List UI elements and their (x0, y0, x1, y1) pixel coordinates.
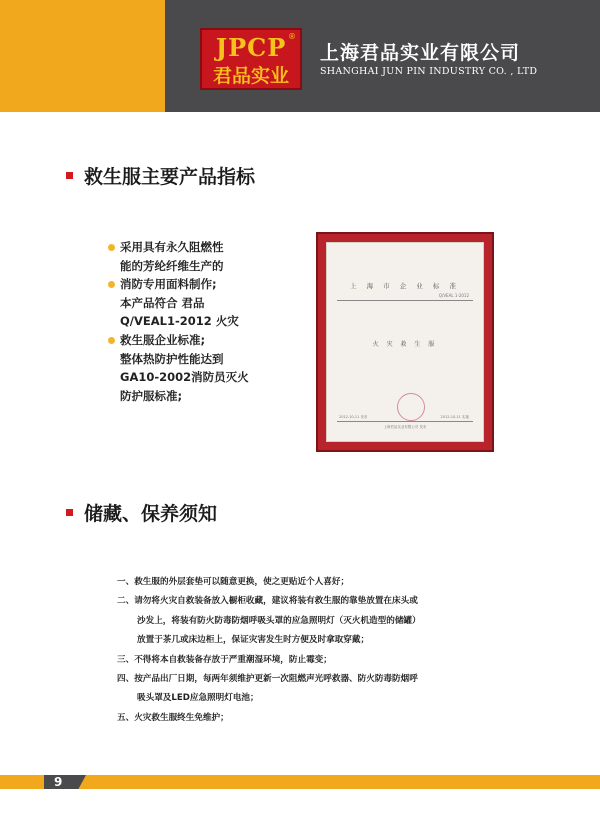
product-spec-paragraph (108, 238, 288, 405)
spec-line: 消防专用面料制作; (108, 275, 288, 294)
yellow-dot-bullet-icon (108, 281, 115, 288)
section-heading-product-specs (66, 162, 255, 189)
company-name-chinese: 上海君品实业有限公司 (320, 42, 521, 64)
company-logo (200, 28, 302, 90)
red-square-bullet-icon (66, 172, 73, 179)
list-item: 五、火灾救生服终生免维护； (117, 712, 229, 723)
spec-line: Q/VEAL1-2012 火灾 (120, 314, 239, 329)
spec-line: 整体热防护性能达到 (120, 351, 224, 366)
section-heading-storage (66, 499, 217, 526)
spec-line: 采用具有永久阻燃性 (108, 238, 288, 257)
certificate-issuer: 上海君品实业有限公司 发布 (383, 425, 427, 429)
header-orange-block (0, 0, 165, 112)
certificate-rule-bottom (337, 421, 473, 422)
spec-line: 防护服标准; (120, 388, 183, 403)
certificate-page (326, 242, 484, 442)
storage-instructions-list (117, 573, 537, 728)
company-name-english: SHANGHAI JUN PIN INDUSTRY CO. , LTD (320, 66, 538, 77)
certificate-publish-date: 2012-10-11 发布 (339, 415, 368, 419)
certificate-effective-date: 2012-10-11 实施 (440, 415, 469, 419)
list-item: 一、救生服的外层套垫可以随意更换，使之更贴近个人喜好； (117, 577, 350, 587)
spec-line: 救生服企业标准; (108, 331, 288, 350)
footer-bar (0, 775, 600, 789)
list-item-continuation: 放置于茶几或床边柜上，保证灾害发生时方便及时拿取穿戴； (137, 635, 370, 646)
list-item: 四、按产品出厂日期，每两年须维护更新一次阻燃声光呼救器、防火防毒防烟呼 (117, 674, 418, 685)
section-title: 储藏、保养须知 (84, 503, 218, 525)
spec-line: 能的芳纶纤维生产的 (120, 258, 224, 273)
spec-line: GA10-2002消防员灭火 (120, 370, 249, 385)
yellow-dot-bullet-icon (108, 337, 115, 344)
logo-chinese-text: 君品实业 (212, 65, 289, 87)
list-item-continuation: 吸头罩及LED应急照明灯电池； (137, 693, 259, 704)
red-square-bullet-icon (66, 509, 73, 516)
certificate-image (316, 232, 494, 452)
logo-latin-text: JPCP (215, 33, 287, 62)
certificate-product-name: 火 灾 救 生 服 (372, 341, 438, 348)
yellow-dot-bullet-icon (108, 244, 115, 251)
certificate-rule (337, 300, 473, 301)
list-item: 三、不得将本自救装备存放于严重潮湿环境，防止霉变； (117, 654, 332, 665)
certificate-title: 上 海 市 企 业 标 准 (350, 282, 460, 290)
spec-line: 本产品符合 君品 (120, 295, 205, 310)
section-title: 救生服主要产品指标 (84, 166, 256, 188)
certificate-seal-icon (397, 393, 425, 421)
page-number: 9 (54, 775, 63, 789)
list-item: 二、请勿将火灾自救装备放入橱柜收藏，建议将装有救生服的靠垫放置在床头或 (117, 596, 418, 607)
certificate-number: Q/VEAL 1-2012 (438, 293, 469, 298)
logo-registered-mark: ® (288, 32, 296, 41)
list-item-continuation: 沙发上，将装有防火防毒防烟呼吸头罩的应急照明灯（灭火机造型的储罐） (137, 615, 421, 626)
